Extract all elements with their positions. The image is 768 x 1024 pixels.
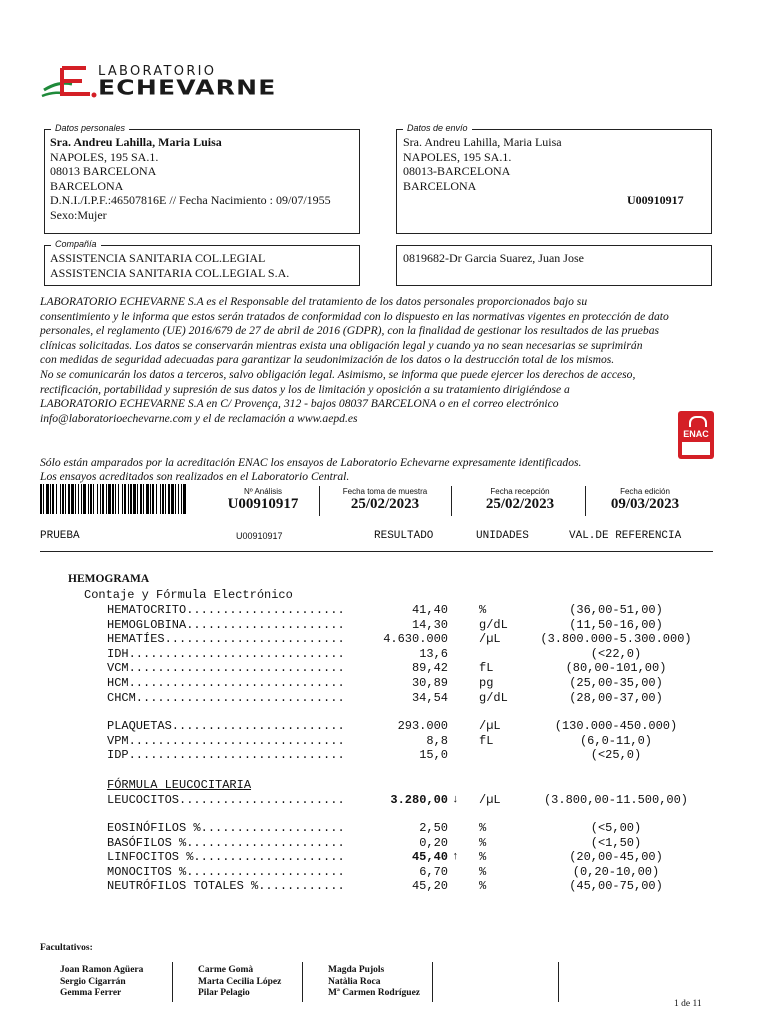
barcode-bar (156, 484, 157, 514)
test-name: EOSINÓFILOS %.................... (107, 821, 345, 835)
result-row (0, 661, 768, 675)
analysis-value: U00910917 (227, 496, 299, 512)
test-name: HEMATOCRITO...................... (107, 603, 345, 617)
section-title: HEMOGRAMA (68, 573, 150, 585)
shipping-data-label: Datos de envío (403, 123, 472, 133)
test-unit: % (479, 603, 487, 617)
company-label: Compañía (51, 239, 101, 249)
arrow-up-icon: ↑ (452, 851, 459, 864)
result-row (0, 632, 768, 646)
faculty-name: Sergio Cigarrán (60, 976, 126, 987)
test-result: 4.630.000 (383, 632, 448, 647)
test-result: 34,54 (411, 690, 448, 705)
barcode-bar (62, 484, 64, 514)
test-unit: % (479, 879, 487, 894)
result-row (0, 879, 768, 893)
sample-date (325, 487, 445, 513)
barcode-bar (83, 484, 86, 514)
legal-line: clínicas solicitadas. Los datos se conservarán mientras exista una obligación legal y cuando ya no sean necesarias se suprimirán (40, 338, 643, 352)
test-result: 41,40 (411, 603, 448, 617)
legal-line: con medidas de seguridad adecuadas para garantizar la seudonimización de los datos o la destrucción total de los mismos. (40, 353, 615, 367)
test-result: 30,89 (411, 676, 448, 690)
company-box (44, 239, 360, 286)
result-row (0, 836, 768, 850)
personal-data-box (44, 123, 360, 234)
company-name-1: ASSISTENCIA SANITARIA COL.LEGIAL (50, 251, 266, 265)
barcode-bar (146, 484, 149, 514)
faculty-name: Magda Pujols (328, 965, 385, 975)
barcode-bar (112, 484, 114, 514)
test-name: LINFOCITOS %..................... (107, 850, 345, 865)
faculty-name: Natàlia Roca (328, 976, 381, 987)
test-reference: (20,00-45,00) (569, 850, 663, 865)
barcode-bar (122, 484, 123, 514)
test-unit: /µL (479, 719, 501, 733)
test-unit: /µL (479, 632, 501, 647)
barcode-bar (143, 484, 144, 514)
legal-line: LABORATORIO ECHEVARNE S.A en C/ Provença, 312 - bajos 08037 BARCELONA o en el correo electrónico (40, 397, 559, 411)
barcode-bar (152, 484, 154, 514)
test-name: HEMOGLOBINA...................... (107, 617, 345, 632)
result-row (0, 676, 768, 690)
test-result: 89,42 (411, 661, 448, 676)
test-name: IDP.............................. (107, 748, 345, 763)
result-row (0, 603, 768, 617)
barcode-bar (183, 484, 186, 514)
enac-badge (678, 411, 714, 459)
barcode-bar (137, 484, 138, 514)
test-reference: (130.000-450.000) (554, 719, 678, 733)
faculty-name: Pilar Pelagio (198, 988, 250, 999)
test-name: MONOCITOS %...................... (107, 864, 345, 879)
edition-date-value: 09/03/2023 (610, 496, 680, 512)
result-row (0, 821, 768, 835)
enac-crown-icon (689, 416, 707, 427)
column-units: UNIDADES (476, 530, 529, 542)
test-reference: (11,50-16,00) (569, 617, 663, 632)
faculty-name: Gemma Ferrer (60, 988, 122, 999)
result-row (0, 748, 768, 762)
accreditation-line: Los ensayos acreditados son realizados en el Laboratorio Central. (40, 470, 350, 483)
barcode-bar (78, 484, 79, 514)
result-row (0, 734, 768, 748)
legal-line: rectificación, portabilidad y supresión de sus datos y los de limitación y oposición a su tratamiento dirigiéndose a (40, 382, 570, 396)
barcode-bar (178, 484, 179, 514)
barcode (40, 484, 188, 514)
test-reference: (3.800.000-5.300.000) (540, 632, 692, 647)
barcode-bar (128, 484, 129, 514)
barcode-bar (106, 484, 107, 514)
legal-line: consentimiento y le informa que estos serán tratados de conformidad con lo dispuesto en las normativas vigentes en protección de dato (40, 309, 669, 323)
barcode-bar (50, 484, 51, 514)
faculty-title: Facultativos: (40, 943, 93, 953)
column-test: PRUEBA (40, 530, 80, 542)
analysis-number (218, 487, 308, 513)
test-name: HCM.............................. (107, 676, 345, 690)
logo-top-text: LABORATORIO (98, 64, 217, 79)
legal-line: info@laboratorioechevarne.com y el de reclamación a www.aepd.es (40, 411, 358, 425)
sample-date-label: Fecha toma de muestra (342, 487, 428, 496)
enac-text: ENAC (683, 429, 709, 439)
barcode-bar (162, 484, 164, 514)
barcode-bar (60, 484, 61, 514)
column-code: U00910917 (236, 531, 283, 541)
formula-title: FÓRMULA LEUCOCITARIA (107, 778, 252, 792)
barcode-bar (40, 484, 42, 514)
legal-notice (40, 295, 740, 426)
patient-id-birth: D.N.I./I.P.F.:46507816E // Fecha Nacimiento : 09/07/1955 (50, 193, 331, 208)
received-date (460, 487, 580, 513)
barcode-bar (56, 484, 57, 514)
legal-line: No se comunicarán los datos a terceros, salvo obligación legal. Asimismo, se informa que puede ejercer los derechos de acceso, (40, 367, 636, 381)
barcode-bar (88, 484, 89, 514)
test-result: 45,40 (411, 850, 448, 865)
barcode-bar (160, 484, 161, 514)
barcode-bar (68, 484, 70, 514)
shipping-name: Sra. Andreu Lahilla, Maria Luisa (403, 135, 562, 149)
test-reference: (<1,50) (590, 835, 642, 850)
test-reference: (36,00-51,00) (569, 603, 663, 617)
test-name: IDH.............................. (107, 646, 345, 661)
shipping-province: BARCELONA (403, 178, 477, 193)
test-reference: (<5,00) (590, 821, 642, 835)
test-unit: % (479, 835, 487, 850)
test-reference: (6,0-11,0) (579, 733, 652, 748)
faculty-column-3 (328, 965, 420, 1000)
shipping-code: U00910917 (627, 193, 684, 207)
accreditation-line: Sólo están amparados por la acreditación ENAC los ensayos de Laboratorio Echevarne expresamente identificados. (40, 456, 582, 469)
barcode-bar (168, 484, 170, 514)
column-reference: VAL.DE REFERENCIA (569, 530, 682, 542)
accreditation-note (40, 456, 581, 484)
barcode-bar (46, 484, 49, 514)
patient-province: BARCELONA (50, 178, 124, 193)
barcode-bar (65, 484, 66, 514)
test-unit: /µL (479, 793, 501, 807)
barcode-bar (150, 484, 151, 514)
test-reference: (0,20-10,00) (572, 864, 660, 879)
patient-sex: Sexo:Mujer (50, 207, 107, 222)
sample-date-value: 25/02/2023 (350, 496, 420, 512)
barcode-bar (102, 484, 104, 514)
faculty-column-1 (60, 965, 143, 1000)
test-unit: fL (479, 733, 494, 748)
barcode-bar (90, 484, 92, 514)
section-subtitle: Contaje y Fórmula Electrónico (84, 588, 293, 602)
edition-date-label: Fecha edición (620, 487, 670, 496)
logo-mark-icon (40, 62, 98, 102)
test-reference: (45,00-75,00) (569, 879, 663, 894)
result-row (0, 793, 768, 807)
received-date-value: 25/02/2023 (485, 496, 555, 512)
result-row (0, 850, 768, 864)
barcode-bar (181, 484, 182, 514)
test-unit: g/dL (479, 690, 508, 705)
test-name: NEUTRÓFILOS TOTALES %............ (107, 879, 345, 894)
personal-data-label: Datos personales (51, 123, 129, 133)
test-result: 6,70 (419, 864, 448, 879)
test-unit: % (479, 864, 487, 879)
test-unit: fL (479, 661, 494, 676)
faculty-name: Carme Gomà (198, 965, 254, 975)
doctor-name: 0819682-Dr Garcia Suarez, Juan Jose (403, 251, 584, 265)
barcode-bar (93, 484, 94, 514)
legal-line: LABORATORIO ECHEVARNE S.A es el Responsable del tratamiento de los datos personales proporcionados bajo su (40, 295, 588, 308)
test-unit: g/dL (479, 617, 508, 632)
shipping-zip-city: 08013-BARCELONA (403, 164, 511, 179)
barcode-bar (100, 484, 101, 514)
patient-street: NAPOLES, 195 SA.1. (50, 149, 159, 164)
test-result: 2,50 (419, 821, 448, 835)
result-row (0, 719, 768, 733)
legal-line: personales, el reglamento (UE) 2016/679 de 27 de abril de 2016 (GDPR), con la finalidad de gestionar los resultados de las pruebas (40, 324, 660, 338)
result-row (0, 865, 768, 879)
logo-main-text: ECHEVARNE (98, 76, 277, 100)
test-result: 0,20 (419, 835, 448, 850)
test-result: 3.280,00 (390, 793, 448, 807)
result-row (0, 618, 768, 632)
barcode-bar (97, 484, 98, 514)
faculty-name: Joan Ramon Agüera (60, 965, 144, 975)
arrow-down-icon: ↓ (452, 794, 459, 806)
patient-name: Sra. Andreu Lahilla, Maria Luisa (50, 135, 222, 149)
edition-date (590, 487, 700, 513)
test-result: 45,20 (411, 879, 448, 894)
barcode-bar (43, 484, 44, 514)
test-result: 14,30 (411, 617, 448, 632)
barcode-bar (140, 484, 142, 514)
test-result: 293.000 (397, 719, 448, 733)
test-name: VCM.............................. (107, 661, 345, 676)
barcode-bar (171, 484, 174, 514)
barcode-bar (130, 484, 132, 514)
barcode-bar (175, 484, 176, 514)
test-unit: % (479, 850, 487, 865)
test-name: BASÓFILOS %...................... (107, 835, 345, 850)
test-reference: (<22,0) (590, 646, 642, 661)
column-result: RESULTADO (374, 530, 434, 542)
test-reference: (<25,0) (590, 748, 642, 763)
test-reference: (3.800,00-11.500,00) (543, 793, 689, 807)
test-unit: pg (479, 676, 494, 690)
test-name: HEMATÍES......................... (107, 632, 345, 647)
barcode-bar (124, 484, 126, 514)
test-name: CHCM............................. (107, 690, 345, 705)
test-result: 13,6 (419, 646, 448, 661)
result-row (0, 647, 768, 661)
header-divider (40, 551, 713, 552)
logo (40, 60, 370, 104)
test-result: 15,0 (419, 748, 448, 763)
test-reference: (80,00-101,00) (565, 661, 667, 676)
barcode-bar (133, 484, 136, 514)
faculty-name: Mª Carmen Rodríguez (328, 988, 421, 999)
test-unit: % (479, 821, 487, 835)
barcode-bar (118, 484, 119, 514)
test-result: 8,8 (426, 733, 448, 748)
test-name: PLAQUETAS........................ (107, 719, 345, 733)
faculty-column-2 (198, 965, 281, 1000)
doctor-box (396, 245, 712, 286)
barcode-bar (108, 484, 111, 514)
barcode-bar (115, 484, 116, 514)
test-reference: (28,00-37,00) (569, 690, 663, 705)
received-date-label: Fecha recepción (490, 487, 550, 496)
shipping-data-box (396, 123, 712, 234)
barcode-bar (81, 484, 82, 514)
company-name-2: ASSISTENCIA SANITARIA COL.LEGIAL S.A. (50, 265, 290, 280)
barcode-bar (165, 484, 166, 514)
shipping-street: NAPOLES, 195 SA.1. (403, 149, 512, 164)
result-row (0, 691, 768, 705)
test-name: LEUCOCITOS....................... (107, 793, 345, 807)
patient-zip-city: 08013 BARCELONA (50, 164, 157, 179)
test-name: VPM.............................. (107, 733, 345, 748)
barcode-bar (52, 484, 54, 514)
faculty-name: Marta Cecilia López (198, 976, 282, 987)
page-number: 1 de 11 (674, 999, 702, 1009)
barcode-bar (75, 484, 76, 514)
analysis-label: Nº Análisis (243, 487, 283, 496)
test-reference: (25,00-35,00) (569, 676, 663, 690)
barcode-bar (71, 484, 74, 514)
